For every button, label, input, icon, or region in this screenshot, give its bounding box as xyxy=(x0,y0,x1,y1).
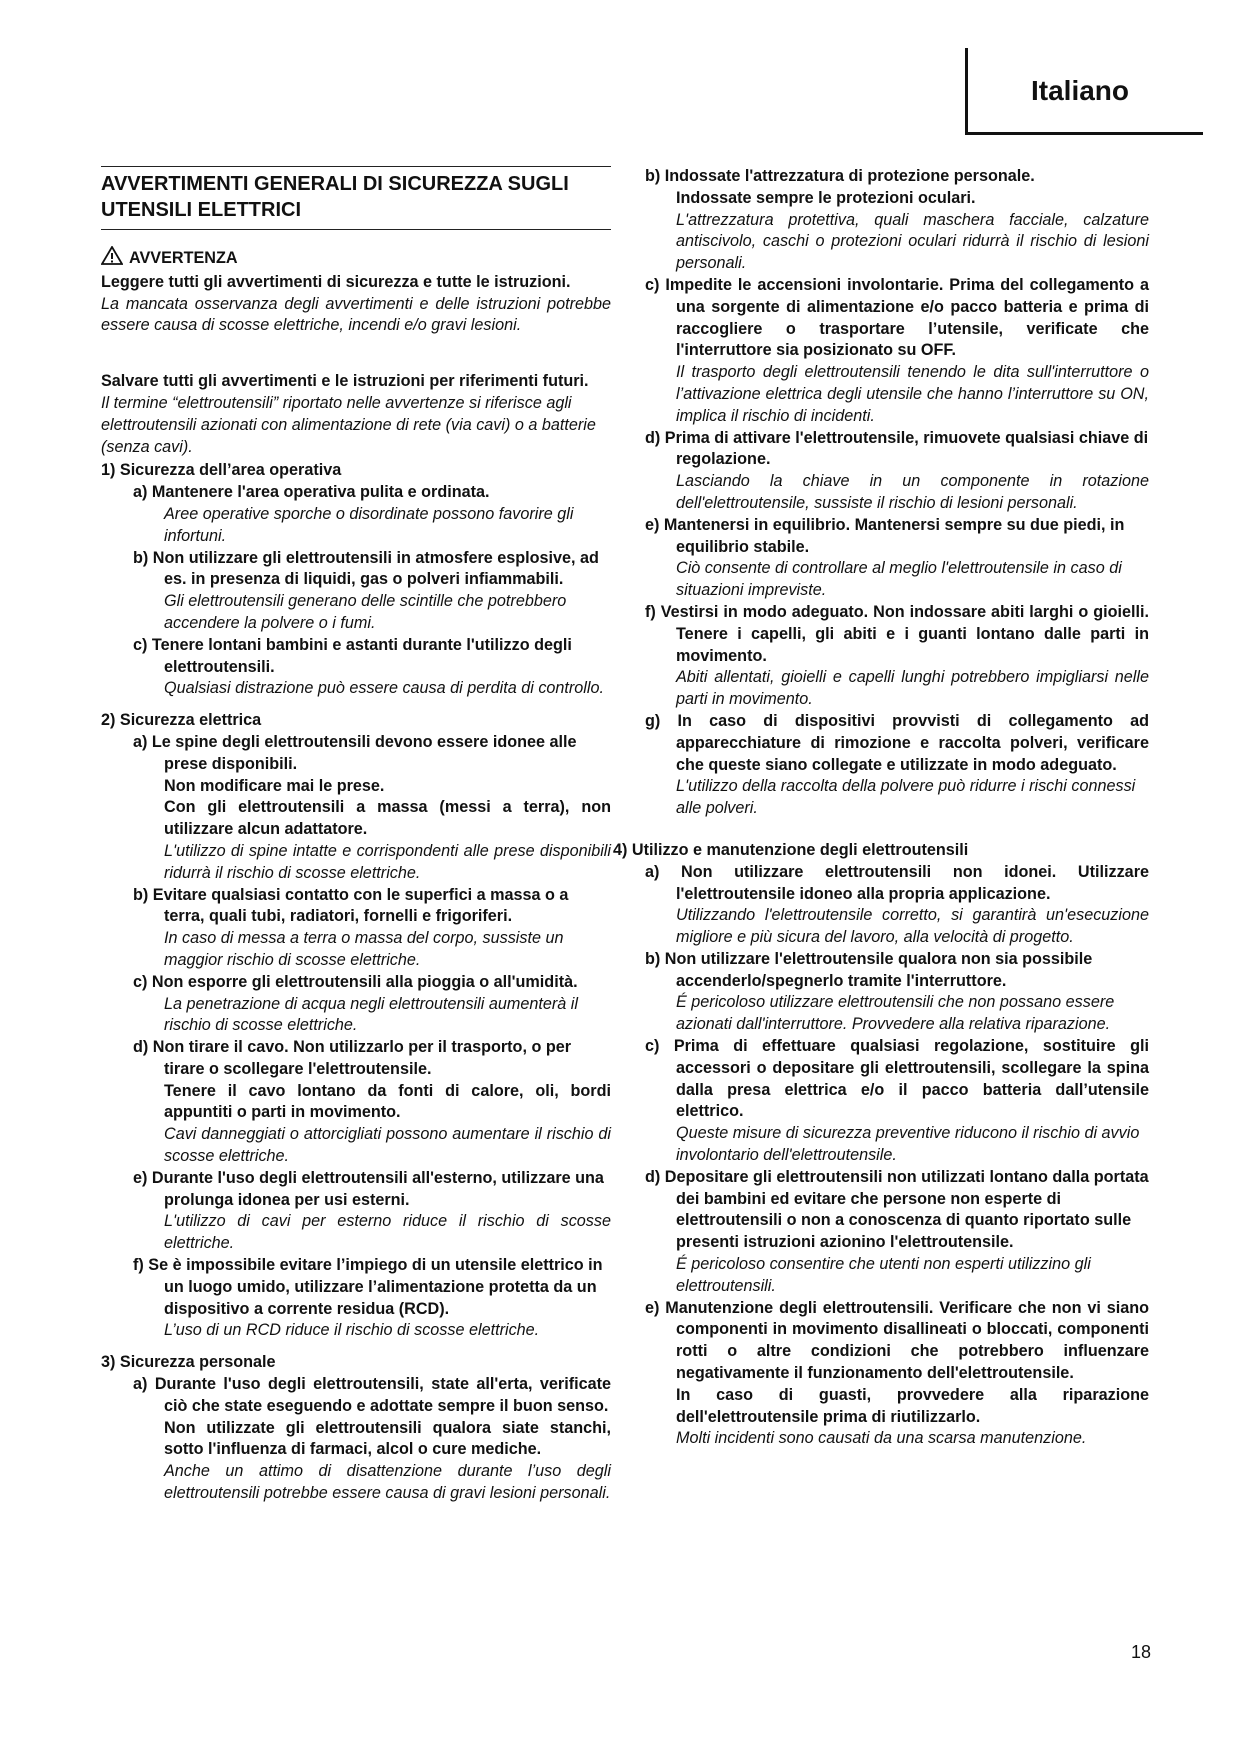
item-sub: Tenere il cavo lontano da fonti di calore, oli, bordi appuntiti o parti in movimento. xyxy=(164,1081,611,1122)
item-sub: Con gli elettroutensili a massa (messi a terra), non utilizzare alcun adattatore. xyxy=(164,798,611,839)
item-head: f) Vestirsi in modo adeguato. Non indossare abiti larghi o gioielli. Tenere i capelli, gli abiti e i guanti lontano dalle parti in movimento. xyxy=(645,602,1149,665)
item-head: c) Impedite le accensioni involontarie. Prima del collegamento a una sorgente di alimentazione e/o pacco batteria e prima di raccogliere o trasportare l’utensile, verificate che l'interruttore sia posizionato su OFF. xyxy=(645,275,1149,360)
item-head: e) Mantenersi in equilibrio. Mantenersi sempre su due piedi, in equilibrio stabile. xyxy=(645,515,1125,556)
item-note: Lasciando la chiave in un componente in rotazione dell'elettroutensile, sussiste il rischio di lesioni personali. xyxy=(676,472,1149,512)
item-note: La penetrazione di acqua negli elettroutensili aumenterà il rischio di scosse elettriche. xyxy=(164,994,578,1035)
warning-heading-text: AVVERTENZA xyxy=(129,249,238,267)
item-head: d) Non tirare il cavo. Non utilizzarlo per il trasporto, o per tirare o scollegare l'elettroutensile. xyxy=(133,1038,572,1078)
section-4-heading: 4) Utilizzo e manutenzione degli elettroutensili xyxy=(613,840,969,859)
item-note: Gli elettroutensili generano delle scintille che potrebbero accendere la polvere o i fumi. xyxy=(164,592,567,632)
item-head: b) Non utilizzare l'elettroutensile qualora non sia possibile accenderlo/spegnerlo tramite l'interruttore. xyxy=(645,949,1093,990)
item-note: Utilizzando l'elettroutensile corretto, si garantirà un'esecuzione migliore e più sicura del lavoro, alla velocità di progetto. xyxy=(676,906,1149,947)
item-head: c) Prima di effettuare qualsiasi regolazione, sostituire gli accessori o depositare gli elettroutensili, scollegare la spina dalla presa elettrica e/o il pacco batteria dall’utensile elettrico. xyxy=(645,1037,1149,1121)
section-1-item-b xyxy=(133,548,611,635)
item-head: d) Depositare gli elettroutensili non utilizzati lontano dalla portata dei bambini ed evitare che persone non esperte di elettroutensili o non a conoscenza di quanto riportato sulle presenti istruzioni azionino l'elettroutensile. xyxy=(645,1167,1149,1252)
item-sub: Indossate sempre le protezioni oculari. xyxy=(676,188,976,207)
section-3-item-c xyxy=(645,275,1149,428)
item-note: Ciò consente di controllare al meglio l'elettroutensile in caso di situazioni impreviste. xyxy=(676,559,1122,600)
item-head: b) Evitare qualsiasi contatto con le superfici a massa o a terra, quali tubi, radiatori, fornelli e frigoriferi. xyxy=(133,885,569,926)
language-label: Italiano xyxy=(1031,75,1130,106)
item-head: a) Mantenere l'area operativa pulita e ordinata. xyxy=(133,483,490,502)
item-note: Aree operative sporche o disordinate possono favorire gli infortuni. xyxy=(164,504,574,545)
warning-triangle-icon xyxy=(101,246,123,272)
item-note: Il trasporto degli elettroutensili tenendo le dita sull'interruttore o l’attivazione elettrica degli utensile che hanno l’interruttore su ON, implica il rischio di incidenti. xyxy=(676,363,1149,425)
section-1-item-a xyxy=(133,482,611,547)
warning-bold-line: Leggere tutti gli avvertimenti di sicurezza e tutte le istruzioni. xyxy=(101,272,571,291)
item-head: e) Durante l'uso degli elettroutensili all'esterno, utilizzare una prolunga idonea per usi esterni. xyxy=(133,1168,604,1209)
section-4-item-a xyxy=(645,862,1149,949)
item-sub: Non utilizzate gli elettroutensili qualora siate stanchi, sotto l'influenza di farmaci, alcol o cure mediche. xyxy=(164,1418,611,1459)
section-2-item-b xyxy=(133,885,611,972)
save-note-bold: Salvare tutti gli avvertimenti e le istruzioni per riferimenti futuri. xyxy=(101,372,589,391)
item-head: a) Durante l'uso degli elettroutensili, state all'erta, verificate ciò che state eseguendo e adottate sempre il buon senso. xyxy=(133,1375,611,1415)
item-note: In caso di messa a terra o massa del corpo, sussiste un maggior rischio di scosse elettriche. xyxy=(164,929,564,969)
item-note: Abiti allentati, gioielli e capelli lunghi potrebbero impigliarsi nelle parti in movimento. xyxy=(676,668,1149,709)
right-column xyxy=(613,166,1149,1450)
section-3-item-a xyxy=(133,1374,611,1505)
section-4-item-d xyxy=(645,1167,1149,1298)
item-note: L'utilizzo di spine intatte e corrispondenti alle prese disponibili ridurrà il rischio di scosse elettriche. xyxy=(164,841,611,882)
item-head: d) Prima di attivare l'elettroutensile, rimuovete qualsiasi chiave di regolazione. xyxy=(645,428,1149,469)
page-title: AVVERTIMENTI GENERALI DI SICUREZZA SUGLI UTENSILI ELETTRICI xyxy=(101,166,611,230)
section-1-heading: 1) Sicurezza dell’area operativa xyxy=(101,461,342,480)
section-3-item-d xyxy=(645,428,1149,515)
section-3-item-g xyxy=(645,711,1149,820)
section-2-item-d xyxy=(133,1037,611,1168)
item-note: L'attrezzatura protettiva, quali maschera facciale, calzature antiscivolo, caschi o protezioni oculari ridurrà il rischio di lesioni personali. xyxy=(676,210,1149,273)
section-3-heading: 3) Sicurezza personale xyxy=(101,1353,276,1372)
section-3-item-b xyxy=(645,166,1149,275)
item-note: Cavi danneggiati o attorcigliati possono aumentare il rischio di scosse elettriche. xyxy=(164,1125,611,1166)
left-column xyxy=(101,166,611,1505)
page-number: 18 xyxy=(1131,1642,1152,1662)
item-head: c) Tenere lontani bambini e astanti durante l'utilizzo degli elettroutensili. xyxy=(133,635,572,676)
section-4-item-e xyxy=(645,1298,1149,1451)
section-4-item-b xyxy=(645,949,1149,1036)
item-note: Molti incidenti sono causati da una scarsa manutenzione. xyxy=(676,1429,1087,1448)
item-note: Anche un attimo di disattenzione durante l’uso degli elettroutensili potrebbe essere causa di gravi lesioni personali. xyxy=(164,1462,611,1503)
item-note: L’uso di un RCD riduce il rischio di scosse elettriche. xyxy=(164,1321,540,1340)
warning-heading xyxy=(101,246,611,272)
item-head: b) Indossate l'attrezzatura di protezione personale. xyxy=(645,167,1035,185)
item-head: f) Se è impossibile evitare l’impiego di un utensile elettrico in un luogo umido, utilizzare l’alimentazione protetta da un dispositivo a corrente residua (RCD). xyxy=(133,1256,603,1318)
item-head: c) Non esporre gli elettroutensili alla pioggia o all'umidità. xyxy=(133,972,578,991)
item-head: a) Non utilizzare elettroutensili non idonei. Utilizzare l'elettroutensile idoneo alla propria applicazione. xyxy=(645,862,1149,903)
item-sub: Non modificare mai le prese. xyxy=(164,776,385,795)
warning-italic-line: La mancata osservanza degli avvertimenti e delle istruzioni potrebbe essere causa di scosse elettriche, incendi e/o gravi lesioni. xyxy=(101,294,611,335)
item-note: Qualsiasi distrazione può essere causa di perdita di controllo. xyxy=(164,679,605,698)
section-4-item-c xyxy=(645,1036,1149,1167)
save-note-italic: Il termine “elettroutensili” riportato nelle avvertenze si riferisce agli elettroutensili azionati con alimentazione di rete (via cavi) o a batterie (senza cavi). xyxy=(101,393,596,456)
section-2-item-a xyxy=(133,732,611,885)
section-3-item-f xyxy=(645,602,1149,711)
item-note: Queste misure di sicurezza preventive riducono il rischio di avvio involontario dell'elettroutensile. xyxy=(676,1124,1140,1165)
section-2-heading: 2) Sicurezza elettrica xyxy=(101,711,262,730)
section-1-item-c xyxy=(133,635,611,700)
item-note: É pericoloso utilizzare elettroutensili che non possano essere azionati dall'interruttore. Provvedere alla relativa riparazione. xyxy=(676,993,1115,1034)
item-head: e) Manutenzione degli elettroutensili. Verificare che non vi siano componenti in movimento disallineati o bloccati, componenti rotti o altre condizioni che potrebbero influenzare negativamente il funzionamento dell'elettroutensile. xyxy=(645,1298,1149,1383)
item-sub: In caso di guasti, provvedere alla riparazione dell'elettroutensile prima di riutilizzarlo. xyxy=(676,1385,1149,1426)
item-head: a) Le spine degli elettroutensili devono essere idonee alle prese disponibili. xyxy=(133,732,577,773)
item-note: L'utilizzo di cavi per esterno riduce il rischio di scosse elettriche. xyxy=(164,1212,611,1253)
item-note: É pericoloso consentire che utenti non esperti utilizzino gli elettroutensili. xyxy=(676,1255,1091,1295)
item-note: L'utilizzo della raccolta della polvere può ridurre i rischi connessi alle polveri. xyxy=(676,777,1136,818)
item-head: b) Non utilizzare gli elettroutensili in atmosfere esplosive, ad es. in presenza di liquidi, gas o polveri infiammabili. xyxy=(133,548,599,589)
section-2-item-c xyxy=(133,972,611,1037)
section-2-item-e xyxy=(133,1168,611,1255)
section-2-item-f xyxy=(133,1255,611,1342)
section-3-item-e xyxy=(645,515,1149,602)
item-head: g) In caso di dispositivi provvisti di collegamento ad apparecchiature di rimozione e raccolta polveri, verificare che queste siano collegate e utilizzate in modo adeguato. xyxy=(645,711,1149,774)
